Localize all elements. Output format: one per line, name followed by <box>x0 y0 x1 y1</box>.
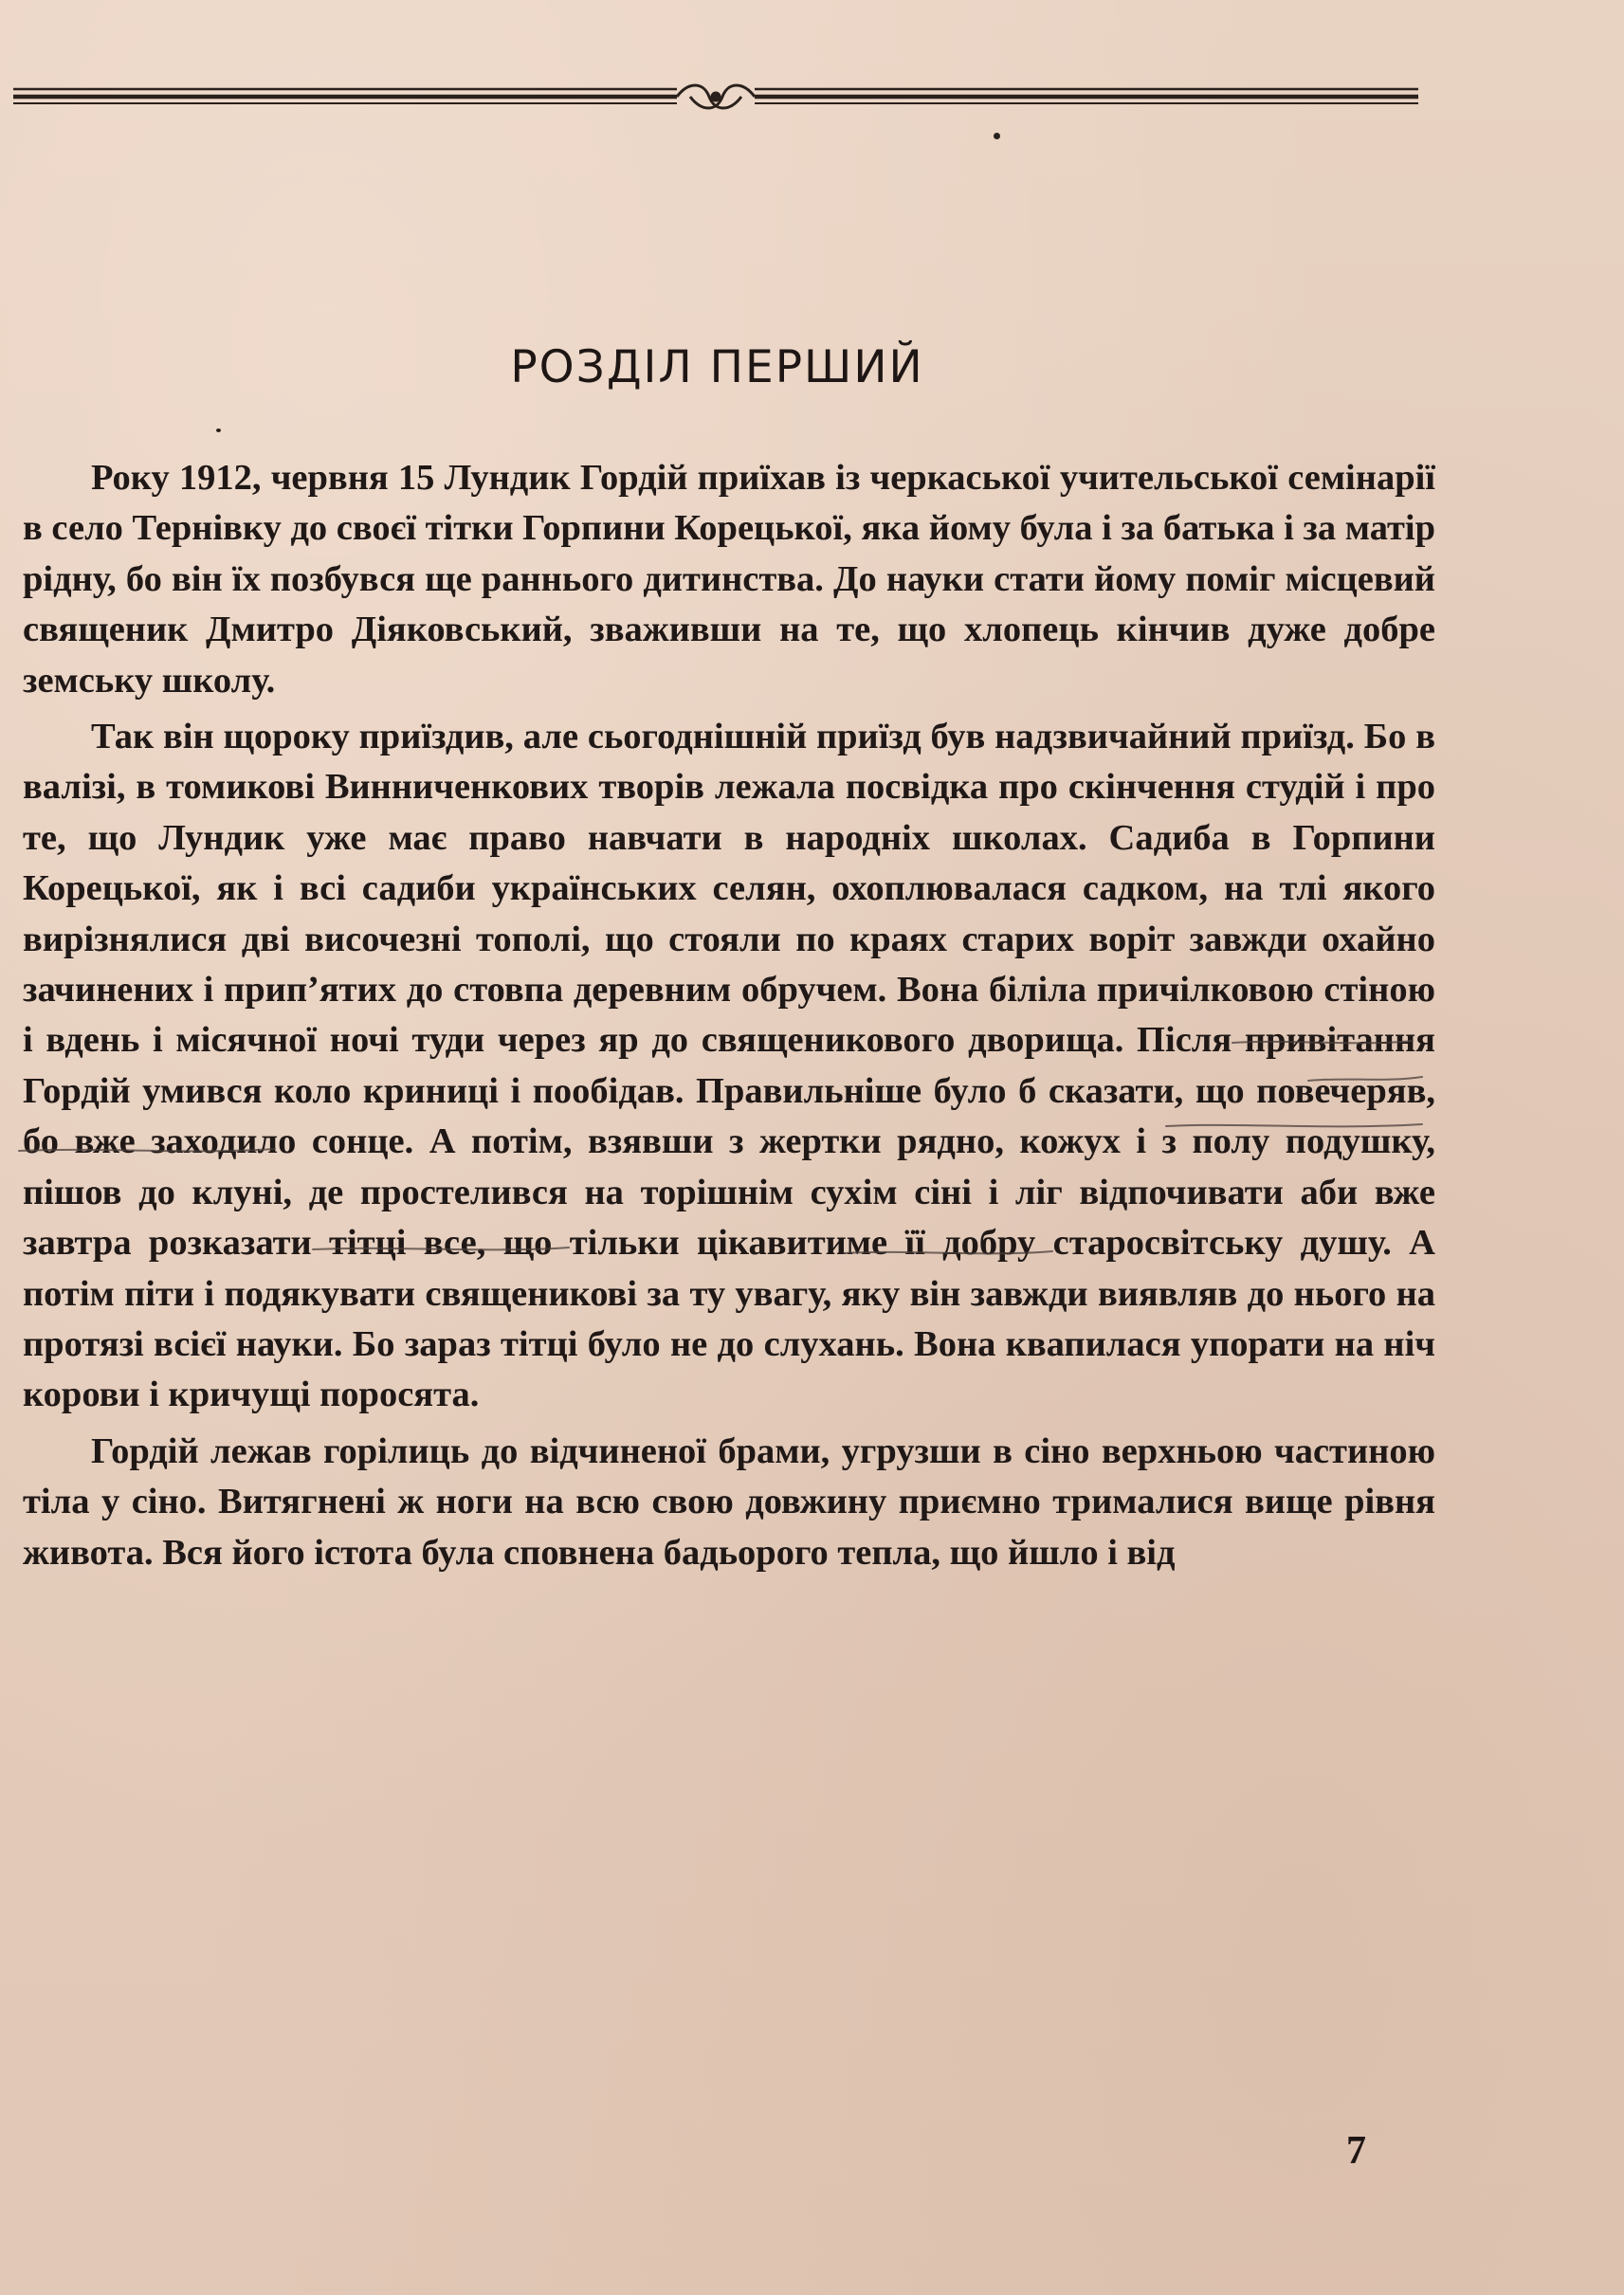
paragraph-1: Року 1912, червня 15 Лундик Гордій приїхав із черкаської учительської семінарії в село Тернівку до своєї тітки Горпини Корецької, яка йому була і за батька і за матір рідну, бо він їх позбувся ще раннього дитинства. До науки стати йому поміг місцевий священик Дмитро Діяковський, зваживши на те, що хлопець кінчив дуже добре земську школу. <box>23 458 1435 701</box>
body-text <box>23 453 1435 1578</box>
paragraph-3: Гордій лежав горілиць до відчиненої брами, угрузши в сіно верхньою частиною тіла у сіно. Витягнені ж ноги на всю свою довжину приємно трималися вище рівня живота. Вся його істота була сповнена бадьорого тепла, що йшло і від <box>23 1430 1435 1573</box>
ink-speck <box>994 133 1000 139</box>
ink-speck <box>216 428 221 432</box>
chapter-title: РОЗДІЛ ПЕРШИЙ <box>510 341 924 393</box>
ornament-flourish <box>677 85 755 108</box>
page-number: 7 <box>1346 2129 1366 2173</box>
header-ornament <box>13 76 1418 114</box>
paragraph-2: Так він щороку приїздив, але сьогоднішній приїзд був надзвичайний приїзд. Бо в валізі, в томикові Винниченкових творів лежала посвідка про скінчення студій і про те, що Лундик уже має право навчати в народніх школах. Садиба в Горпини Корецької, як і всі садиби українських селян, охоплювалася садком, на тлі якого вирізнялися дві височезні тополі, що стояли по краях старих воріт завжди охайно зачинених і припʼятих до стовпа деревним обручем. Вона біліла причілковою стіною і вдень і місячної ночі туди через яр до священикового дворища. Після привітання Гордій умився коло криниці і пообідав. Правильніше було б сказати, що повечеряв, бо вже заходило сонце. А потім, взявши з жертки рядно, кожух і з полу подушку, пішов до клуні, де простелився на торішнім сухім сіні і ліг відпочивати аби вже завтра розказати тітці все, що тільки цікавитиме її добру старосвітську душу. А потім піти і подякувати священикові за ту увагу, яку він завжди виявляв до нього на протязі всієї науки. Бо зараз тітці було не до слухань. Вона квапилася упорати на ніч корови і кричущі поросята. <box>23 717 1435 1415</box>
